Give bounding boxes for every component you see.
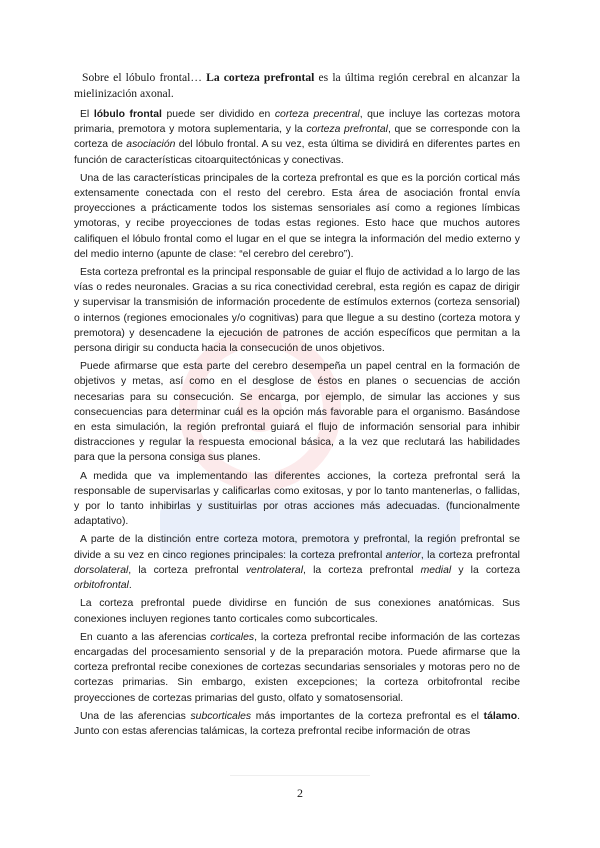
p9-b: más importantes de la corteza prefrontal es el (251, 710, 484, 722)
paragraph-3: Esta corteza prefrontal es la principal responsable de guiar el flujo de actividad a lo largo de las vías o redes neuronales. Gracias a su rica conectividad cerebral, esta región es capaz de dirigir y supervisar la transmisión de información procedente de estímulos externos (corteza sensorial) o internos (regiones emocionales y/o cognitivas) para que llegue a su destino (corteza motora y premotora) y desencadene la ejecución de patrones de acción específicos que permitan a la persona dirigir su conducta hacia la consecución de unos objetivos. (74, 267, 520, 355)
p6-a: A parte de la distinción entre corteza motora, premotora y prefrontal, la región prefrontal se divide a su vez en cinco regiones principales: la corteza prefrontal (74, 534, 520, 561)
paragraph-9 (74, 709, 520, 739)
p8-italic-corticales: corticales (210, 631, 255, 643)
p6-f: . (128, 580, 132, 592)
p6-d: , la corteza prefrontal (303, 564, 421, 576)
paragraph-1 (74, 107, 520, 168)
p1-e: , que se corresponde con la corteza de (74, 124, 520, 151)
lead-ellipsis: … (190, 71, 207, 84)
p9-italic-subcorticales: subcorticales (190, 710, 252, 722)
p6-e: y la corteza (451, 564, 520, 576)
p6-italic-medial: medial (420, 564, 452, 576)
p6-c: , la corteza prefrontal (128, 564, 246, 576)
p9-a: Una de las aferencias (80, 710, 191, 722)
lead-intro: Sobre el lóbulo (82, 71, 160, 84)
page-number: 2 (297, 786, 303, 800)
p9-bold-talamo: tálamo (483, 710, 518, 722)
paragraph-5: A medida que va implementando las diferentes acciones, la corteza prefrontal será la responsable de supervisarlas y calificarlas como exitosas, y por lo tanto mantenerlas, o fallidas, y por lo tanto inhibirlas y sustituirlas por otras acciones más adecuadas. (funcionalmente adaptativo). (74, 470, 520, 528)
p1-italic-prefrontal: corteza prefrontal (306, 124, 388, 136)
p1-a: El (80, 109, 94, 120)
p9-c: . Junto con estas aferencias talámicas, la corteza prefrontal recibe información de otras (74, 710, 520, 737)
footer-divider (230, 775, 370, 776)
paragraph-7: La corteza prefrontal puede dividirse en función de sus conexiones anatómicas. Sus conexiones incluyen regiones tanto corticales como subcorticales. (74, 598, 520, 625)
paragraph-6 (74, 532, 520, 593)
p8-a: En cuanto a las aferencias (80, 631, 211, 643)
p6-italic-dorsolateral: dorsolateral (74, 564, 129, 576)
lead-rest: es la última región cerebral en alcanzar la mielinización axonal. (74, 71, 520, 100)
paragraph-8 (74, 630, 520, 706)
p8-b: , la corteza prefrontal recibe información de las cortezas encargadas del procesamiento sensorial y de la preparación motora. Puede afirmarse que la corteza prefrontal recibe conexiones de cortezas secundarias sensoriales y motoras pero no de cortezas primarias. Sin embargo, existen excepciones; la corteza orbitofrontal recibe proyecciones de cortezas primarias del gusto, olfato y somatosensorial. (74, 631, 520, 704)
lead-bold-phrase: La corteza prefrontal (206, 71, 315, 84)
p1-italic-precentral: corteza precentral (274, 109, 360, 120)
p1-bold-lobulo: lóbulo frontal (93, 109, 162, 120)
paragraph-4: Puede afirmarse que esta parte del cerebro desempeña un papel central en la formación de objetivos y metas, así como en el desglose de éstos en planes o secuencias de acción necesarias para su consecución. Se encarga, por ejemplo, de simular las acciones y sus consecuencias para determinar cuál es la opción más favorable para el organismo. Basándose en esta simulación, la región prefrontal guiará el flujo de información sensorial para inhibir distracciones y regular la respuesta emocional básica, a la vez que reclutará las habilidades para que la persona consiga sus planes. (74, 361, 520, 464)
p1-italic-asociacion: asociación (126, 139, 176, 151)
p6-italic-anterior: anterior (385, 549, 421, 561)
p1-c: puede ser dividido en (161, 109, 275, 120)
p6-italic-ventrolateral: ventrolateral (245, 564, 304, 576)
document-body (74, 70, 520, 742)
p6-italic-orbitofrontal: orbitofrontal (74, 580, 129, 592)
p6-b: , la corteza prefrontal (420, 549, 520, 561)
lead-frontal-word: frontal (159, 71, 191, 84)
lead-paragraph (74, 70, 520, 101)
paragraph-2: Una de las características principales de la corteza prefrontal es que es la porción cortical más extensamente conectada con el resto del cerebro. Esta área de asociación frontal envía proyecciones a prácticamente todos los sistemas sensoriales así como a regiones límbicas ymotoras, y recibe proyecciones de todas estas regiones. Esto hace que muchos autores califiquen el lóbulo frontal como el lugar en el que se integra la información del medio externo y del medio interno (apunte de clase: “el cerebro del cerebro”). (74, 172, 520, 260)
p1-d: , que incluye las cortezas motora primaria, premotora y motora suplementaria, y la (74, 109, 520, 136)
p1-f: del lóbulo frontal. A su vez, esta última se dividirá en diferentes partes en función de características citoarquitectónicas y conectivas. (74, 139, 521, 166)
